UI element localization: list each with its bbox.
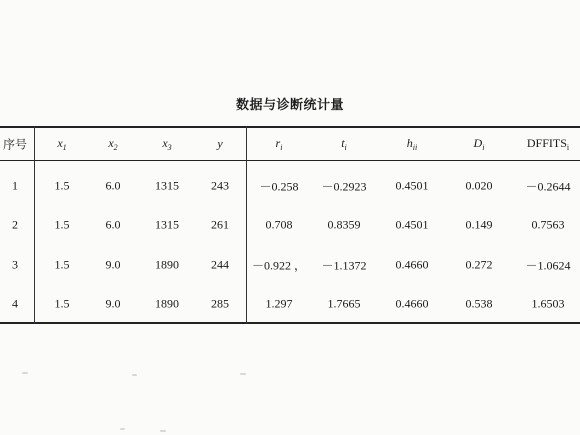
column-header (341, 136, 347, 152)
table-cell: 1.6503 (531, 296, 565, 311)
column-header (276, 136, 283, 152)
scan-speck (120, 428, 125, 430)
table-cell: 0.020 (465, 178, 493, 193)
column-header-symbol: y (217, 136, 223, 151)
column-header-symbol: DFFITS (526, 135, 567, 150)
column-header-subscript: i (566, 143, 570, 153)
column-header (407, 136, 417, 152)
column-header-symbol: 序号 (2, 137, 28, 152)
column-header-subscript: ii (412, 143, 418, 153)
column-header (217, 137, 222, 152)
table-cell: 9.0 (105, 296, 121, 311)
header-rule (0, 160, 580, 161)
table-cell: －0.2644 (525, 179, 571, 194)
table-cell: 6.0 (105, 217, 121, 232)
column-header-symbol: x (57, 135, 63, 150)
scan-speck (160, 430, 166, 432)
column-header-symbol: r (275, 135, 281, 150)
table-cell: 285 (211, 296, 229, 311)
column-header-subscript: 3 (167, 143, 172, 153)
top-rule (0, 126, 580, 128)
table-cell: 1.5 (54, 178, 70, 193)
column-divider-left (34, 126, 35, 324)
table-cell: 0.4501 (395, 217, 429, 232)
table-cell: 243 (211, 178, 229, 193)
table-cell: －1.1372 (321, 258, 367, 273)
table-cell: 0.7563 (531, 217, 565, 232)
row-index: 3 (12, 257, 18, 272)
column-header-symbol: x (162, 135, 168, 150)
table-cell: 6.0 (105, 178, 121, 193)
scan-speck (240, 373, 246, 375)
table-cell: 0.4660 (395, 296, 429, 311)
column-header (108, 136, 117, 152)
table-cell: －0.2923 (321, 179, 367, 194)
column-divider-right (246, 126, 247, 324)
table-cell: 1.5 (54, 257, 70, 272)
column-header (162, 136, 171, 152)
table-cell: 0.4501 (395, 178, 429, 193)
column-header (527, 136, 569, 152)
table-cell: －1.0624 (525, 258, 571, 273)
table-cell: 1.297 (265, 296, 293, 311)
row-index: 2 (12, 217, 18, 232)
table-cell: －0.922 ， (251, 258, 307, 273)
column-header-symbol: x (108, 135, 114, 150)
table-cell: 0.538 (465, 296, 493, 311)
column-header-subscript: 1 (62, 143, 67, 153)
table-cell: 1890 (155, 296, 179, 311)
column-header-symbol: D (473, 135, 483, 150)
table-cell: 1.5 (54, 296, 70, 311)
table-cell: 0.708 (265, 217, 293, 232)
table-cell: 9.0 (105, 257, 121, 272)
table-title: 数据与诊断统计量 (235, 98, 344, 113)
table-cell: 0.149 (465, 217, 493, 232)
table-cell: 0.272 (465, 257, 493, 272)
column-header-subscript: i (280, 143, 283, 153)
table-cell: 1315 (155, 217, 179, 232)
table-cell: 0.4660 (395, 257, 429, 272)
column-header (474, 136, 485, 152)
column-header-subscript: 2 (113, 143, 118, 153)
table-cell: －0.258 (259, 179, 299, 194)
column-header (3, 136, 27, 153)
table-cell: 1315 (155, 178, 179, 193)
row-index: 1 (12, 178, 18, 193)
row-index: 4 (12, 296, 18, 311)
table-cell: 1.7665 (327, 296, 361, 311)
scan-speck (132, 374, 137, 376)
table-cell: 244 (211, 257, 229, 272)
column-header-symbol: t (341, 135, 345, 150)
bottom-rule (0, 322, 580, 324)
table-cell: 1890 (155, 257, 179, 272)
table-cell: 1.5 (54, 217, 70, 232)
column-header-subscript: i (344, 143, 347, 153)
scan-speck (22, 372, 28, 374)
column-header-symbol: h (406, 135, 413, 150)
column-header-subscript: i (482, 143, 485, 153)
table-cell: 261 (211, 217, 229, 232)
table-cell: 0.8359 (327, 217, 361, 232)
column-header (57, 136, 66, 152)
